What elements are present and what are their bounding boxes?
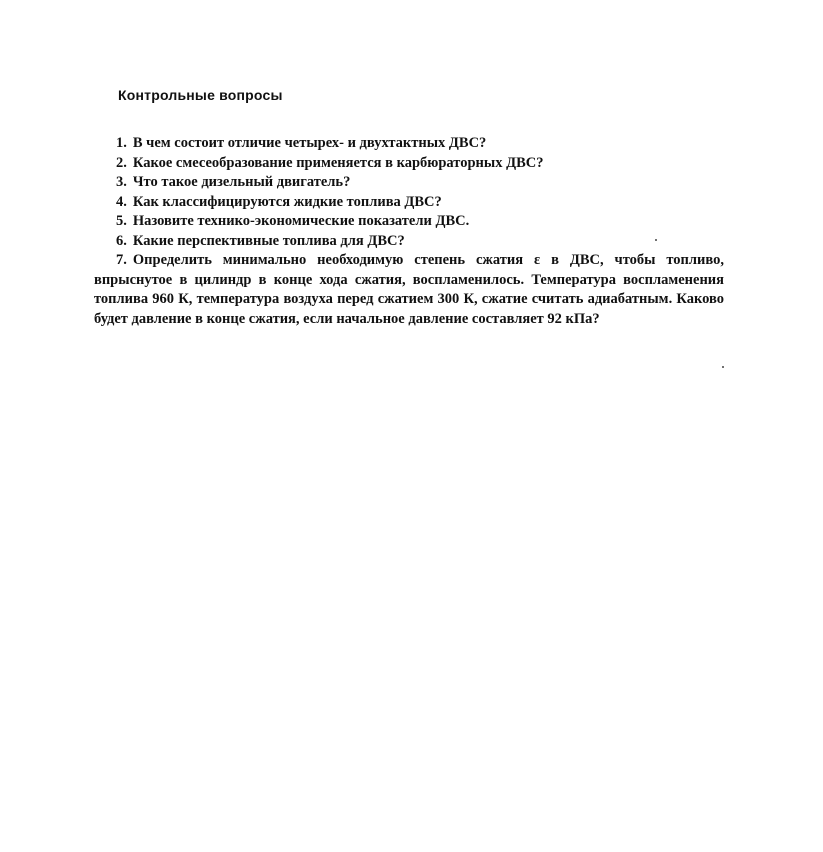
question-list xyxy=(94,134,724,329)
question-item xyxy=(94,134,724,154)
question-item-problem xyxy=(94,251,724,329)
question-item xyxy=(94,173,724,193)
page-heading: Контрольные вопросы xyxy=(118,87,283,103)
question-number: 4. xyxy=(116,193,127,210)
question-item xyxy=(94,212,724,232)
question-number: 3. xyxy=(116,174,127,190)
question-number: 2. xyxy=(116,154,127,171)
question-text: Какое смесеобразование применяется в карбюраторных ДВС? xyxy=(132,154,544,171)
question-number: 6. xyxy=(116,232,127,249)
question-text: Как классифицируются жидкие топлива ДВС? xyxy=(132,193,442,210)
scan-speck xyxy=(722,366,724,368)
question-text: Определить минимально необходимую степень сжатия ε в ДВС, чтобы топливо, впрыснутое в цилиндр в конце хода сжатия, воспламенилось. Температура воспламенения топлива 960 К, температура воздуха перед сжатием 300 К, сжатие считать адиабатным. Каково будет давление в конце сжатия, если начальное давление составляет 92 кПа? xyxy=(94,252,724,327)
question-number: 7. xyxy=(116,252,127,268)
question-number: 5. xyxy=(116,213,127,229)
question-text: Назовите технико-экономические показатели ДВС. xyxy=(132,213,470,229)
question-text: Какие перспективные топлива для ДВС? xyxy=(132,232,405,249)
question-item xyxy=(94,154,724,174)
question-item xyxy=(94,193,724,213)
question-number: 1. xyxy=(116,135,127,151)
question-text: Что такое дизельный двигатель? xyxy=(132,174,351,190)
question-text: В чем состоит отличие четырех- и двухтактных ДВС? xyxy=(132,135,487,151)
question-item xyxy=(94,232,724,252)
scan-speck xyxy=(655,239,657,241)
